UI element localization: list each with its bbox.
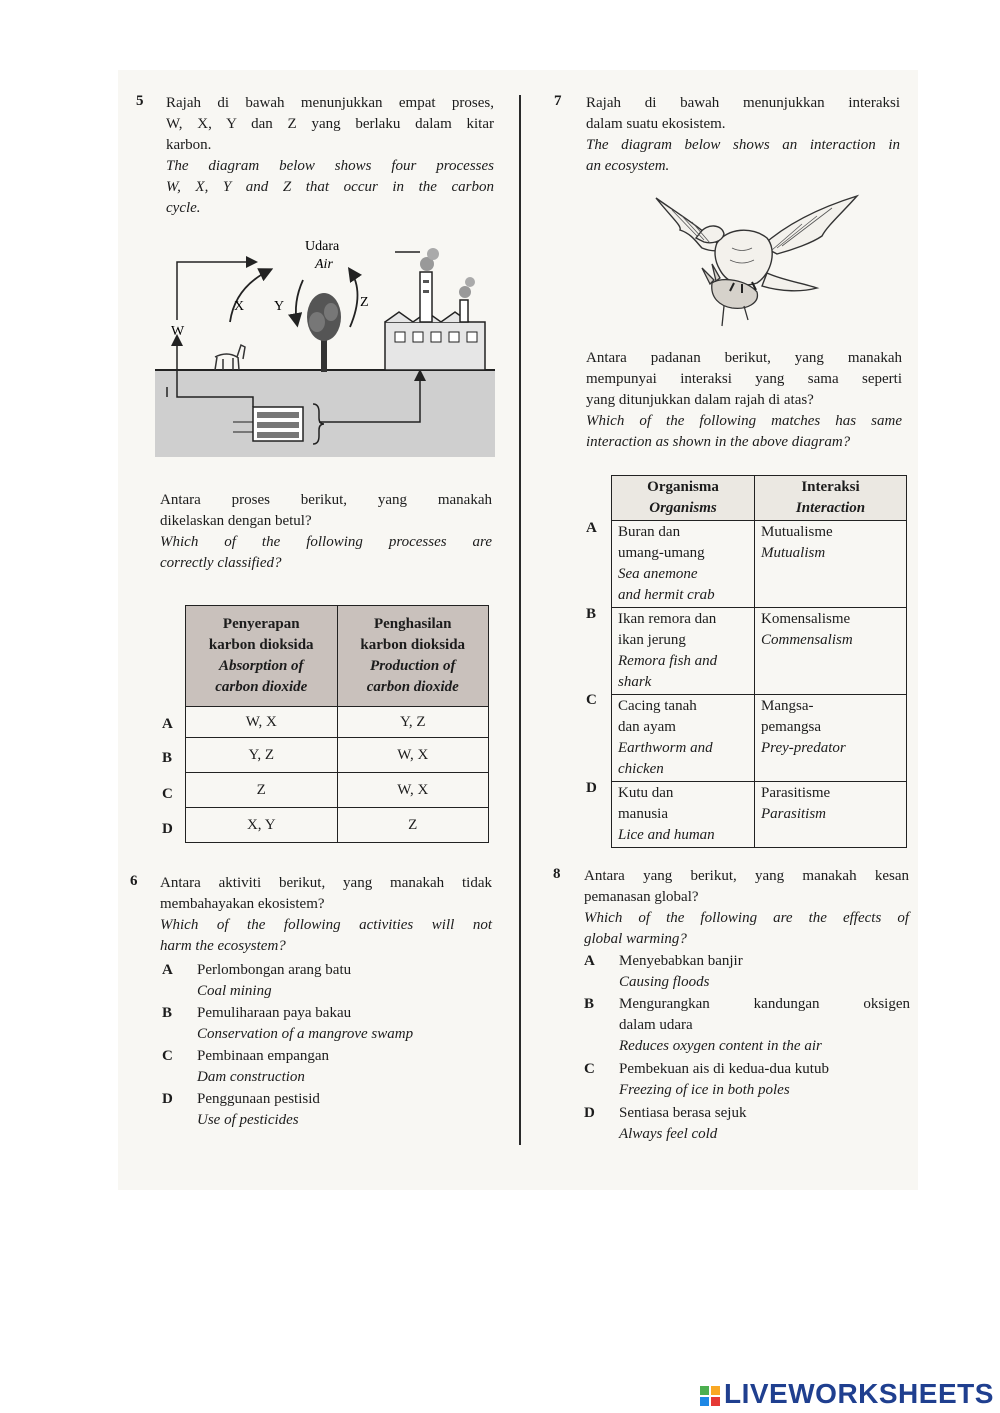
interaction-cell: Mutualisme Mutualism (755, 521, 907, 608)
absorb-cell: Y, Z (186, 738, 338, 773)
option-label-d[interactable]: D (586, 780, 597, 796)
col-absorption-header: Penyerapan karbon dioksida Absorption of carbon dioxide (186, 606, 338, 707)
organism-cell: Kutu dan manusia Lice and human (612, 782, 755, 848)
q8-ms-line: pemanasan global? (584, 889, 699, 905)
eagle-tail (762, 273, 817, 291)
q5-en-line: cycle. (166, 200, 201, 216)
question-7-number: 7 (554, 93, 562, 109)
absorb-cell: Z (186, 773, 338, 808)
q6-ms-line: membahayakan ekosistem? (160, 896, 325, 912)
q7-ms-line: Rajah di bawah menunjukkan interaksi (586, 95, 900, 111)
q7-prompt-ms-line: Antara padanan berikut, yang manakah (586, 350, 902, 366)
absorb-cell: W, X (186, 707, 338, 738)
q5-prompt-en-line: Which of the following processes are (160, 534, 492, 550)
question-5-number: 5 (136, 93, 144, 109)
option-label-b[interactable]: B (162, 750, 173, 766)
produce-cell: W, X (337, 773, 489, 808)
column-divider (519, 95, 521, 1145)
diagram-label-y: Y (274, 299, 285, 314)
q6-en-line: harm the ecosystem? (160, 938, 286, 954)
question-8-text (584, 866, 909, 950)
table-row (186, 707, 489, 738)
question-7-prompt (586, 348, 902, 453)
q8-en-line: global warming? (584, 931, 687, 947)
table-row (612, 695, 907, 782)
col-production-header: Penghasilan karbon dioksida Production of carbon dioxide (337, 606, 489, 707)
liveworksheets-logo-text: LIVEWORKSHEETS (724, 1378, 994, 1409)
interaction-cell: Mangsa- pemangsa Prey-predator (755, 695, 907, 782)
diagram-label-z: Z (360, 295, 369, 310)
carbon-process-table (185, 605, 489, 843)
option-label-c[interactable]: C (586, 692, 597, 708)
table-row (612, 782, 907, 848)
question-6-number: 6 (130, 873, 138, 889)
diagram-label-udara: Udara (305, 239, 340, 254)
col-organisms-header: Organisma Organisms (612, 476, 755, 521)
eagle-body (715, 230, 772, 285)
q7-en-line: an ecosystem. (586, 158, 670, 174)
q5-prompt-ms-line: dikelaskan dengan betul? (160, 513, 312, 529)
absorb-cell: X, Y (186, 808, 338, 843)
q6-en-line: Which of the following activities will not (160, 917, 492, 933)
worksheet-page: 5 Rajah di bawah menunjukkan empat proses, W, X, Y dan Z yang berlaku dalam kitar karbon. The diagram below shows four processes W, X, Y and Z that occur in the carbon cycle. Udara Air X Y Z W Antara proses berikut, yang manakah dikelaskan dengan betul? Which of the following processes are correctly classified? Penyerapan karbon dioksida Absorption of carbon dioxide Penghasilan karbon dioksida Production of carbon dioxide W, X Y, Z Y, Z W, X Z W, X X, Y Z A B C D 6 Antara aktiviti berikut, yang manakah tidak membahayakan ekosistem? Which of the following activities will not harm the ecosystem? A Perlombongan arang batu Coal mining B Pemuliharaan paya bakau Conservation of a mangrove swamp C Pembinaan empangan Dam construction D Penggunaan pestisid Use of pesticides 7 Rajah di bawah menunjukkan interaksi dalam suatu ekosistem. The diagram below shows an interaction in an ecosystem. Antara padanan berikut, yang manakah mempunyai interaksi yang sama seperti yang ditunjukkan dalam rajah di atas? Which of the following matches has same interaction as shown in the above diagram? Organisma Organisms Interaksi Interaction Buran dan umang-umang Sea anemone and hermit crab Mutualisme Mutualism Ikan remora dan ikan jerung Remora fish and shark Komensalisme Commensalism Cacing tanah dan ayam Earthworm and chicken Mangsa- pemangsa Prey-predator Kutu dan manusia Lice and human Parasitisme Parasitism A B C D 8 Antara yang berikut, yang manakah kesan pemanasan global? Which of the following are the effects of global warming? A Menyebabkan banjir Causing floods B Mengurangkan kandungan oksigen dalam udara Reduces oxygen content in the air C Pembekuan ais di kedua-dua kutub Freezing of ice in both poles D Sentiasa berasa sejuk Always feel cold LIVEWORKSHEETS (0, 0, 1000, 1413)
q5-ms-line: Rajah di bawah menunjukkan empat proses, (166, 95, 494, 111)
produce-cell: Z (337, 808, 489, 843)
carbon-cycle-diagram (155, 232, 495, 457)
q7-prompt-en-line: interaction as shown in the above diagram? (586, 434, 851, 450)
organism-cell: Buran dan umang-umang Sea anemone and hermit crab (612, 521, 755, 608)
q5-prompt-en-line: correctly classified? (160, 555, 282, 571)
produce-cell: Y, Z (337, 707, 489, 738)
organism-cell: Cacing tanah dan ayam Earthworm and chicken (612, 695, 755, 782)
q7-en-line: The diagram below shows an interaction in (586, 137, 900, 153)
table-row (612, 521, 907, 608)
deer-icon (215, 345, 245, 370)
table-row (186, 738, 489, 773)
q7-prompt-ms-line: mempunyai interaksi yang sama seperti (586, 371, 902, 387)
produce-cell: W, X (337, 738, 489, 773)
q7-prompt-ms-line: yang ditunjukkan dalam rajah di atas? (586, 392, 814, 408)
question-5-text (166, 93, 494, 219)
q5-prompt-ms-line: Antara proses berikut, yang manakah (160, 492, 492, 508)
option-label-a[interactable]: A (586, 520, 597, 536)
option-label-a[interactable]: A (162, 716, 173, 732)
table-row (186, 773, 489, 808)
q7-ms-line: dalam suatu ekosistem. (586, 116, 726, 132)
interaction-table (611, 475, 907, 848)
q5-en-line: W, X, Y and Z that occur in the carbon (166, 179, 494, 195)
q6-ms-line: Antara aktiviti berikut, yang manakah tidak (160, 875, 492, 891)
factory-icon (385, 248, 485, 370)
option-label-b[interactable]: B (586, 606, 597, 622)
diagram-label-x: X (234, 299, 245, 314)
table-row (612, 608, 907, 695)
eagle-prey-diagram (652, 188, 862, 338)
q8-ms-line: Antara yang berikut, yang manakah kesan (584, 868, 909, 884)
liveworksheets-logo-icon (700, 1386, 720, 1406)
q7-prompt-en-line: Which of the following matches has same (586, 413, 902, 429)
question-5-prompt (160, 490, 492, 574)
question-6-text (160, 873, 492, 957)
q5-ms-line: W, X, Y dan Z yang berlaku dalam kitar (166, 116, 494, 132)
q8-en-line: Which of the following are the effects of (584, 910, 909, 926)
q5-en-line: The diagram below shows four processes (166, 158, 494, 174)
col-interaction-header: Interaksi Interaction (755, 476, 907, 521)
ground (155, 370, 495, 457)
interaction-cell: Komensalisme Commensalism (755, 608, 907, 695)
option-label-d[interactable]: D (162, 821, 173, 837)
diagram-label-air: Air (315, 257, 333, 272)
liveworksheets-logo (700, 1378, 994, 1410)
table-row (186, 808, 489, 843)
question-8-number: 8 (553, 866, 561, 882)
tree-icon (307, 293, 341, 372)
question-7-text (586, 93, 900, 177)
q5-ms-line: karbon. (166, 137, 212, 153)
organism-cell: Ikan remora dan ikan jerung Remora fish and shark (612, 608, 755, 695)
option-label-c[interactable]: C (162, 786, 173, 802)
interaction-cell: Parasitisme Parasitism (755, 782, 907, 848)
diagram-label-w: W (171, 324, 185, 339)
